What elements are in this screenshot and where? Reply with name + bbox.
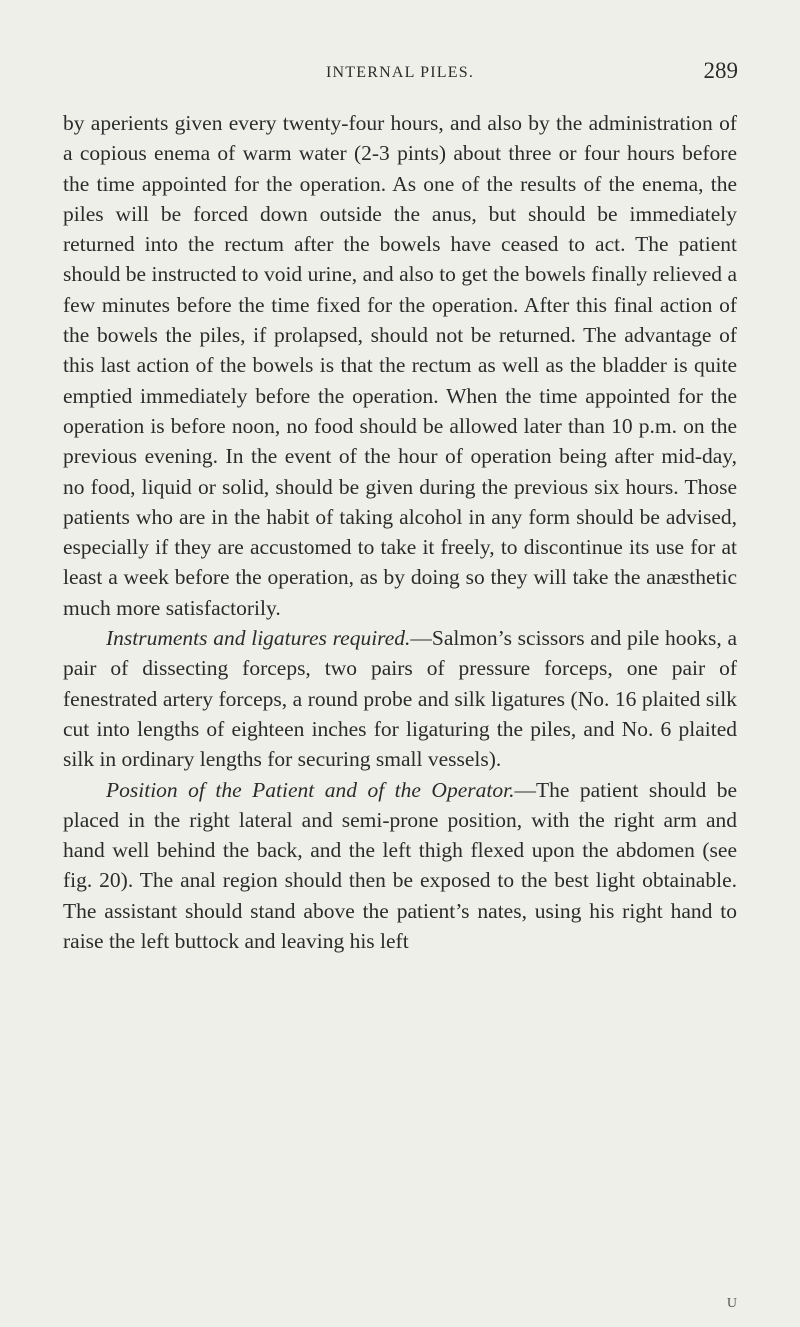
body-text [63,108,737,956]
paragraph-preparation: by aperients given every twenty-four hours, and also by the administration of a copious enema of warm water (2-3 pints) about three or four hours before the time appointed for the operation. As one of the results of the enema, the piles will be forced down outside the anus, but should be immediately returned into the rectum after the bowels have ceased to act. The patient should be instructed to void urine, and also to get the bowels finally relieved a few minutes before the time fixed for the operation. After this final action of the bowels the piles, if prolapsed, should not be returned. The advantage of this last action of the bowels is that the rectum as well as the bladder is quite emptied immediately before the operation. When the time appointed for the operation is before noon, no food should be allowed later than 10 p.m. on the previous evening. In the event of the hour of operation being after mid-day, no food, liquid or solid, should be given during the previous six hours. Those patients who are in the habit of taking alcohol in any form should be advised, especially if they are accustomed to take it freely, to discontinue its use for at least a week before the operation, as by doing so they will take the anæsthetic much more satisfactorily. [63,111,737,620]
page-number: 289 [703,58,738,83]
signature-mark: U [726,1296,737,1311]
instruments-text: —Salmon’s scissors and pile hooks, a pair of dissecting forceps, two pairs of pressure forceps, one pair of fenestrated artery forceps, a round probe and silk ligatures (No. 16 plaited silk cut into lengths of eighteen inches for ligaturing the piles, and No. 6 plaited silk in ordinary lengths for securing small vessels). [63,626,737,772]
position-heading: Position of the Patient and of the Operator. [106,777,515,802]
instruments-heading: Instruments and ligatures required. [106,626,411,651]
running-title: INTERNAL PILES. [325,64,475,81]
position-text: —The patient should be placed in the right lateral and semi-prone position, with the right arm and hand well behind the back, and the left thigh flexed upon the abdomen (see fig. 20). The anal region should then be exposed to the best light obtainable. The assistant should stand above the patient’s nates, using his right hand to raise the left buttock and leaving his left [63,777,737,954]
running-head [0,62,800,82]
paragraph-position [63,775,737,957]
paragraph-instruments [63,623,737,774]
